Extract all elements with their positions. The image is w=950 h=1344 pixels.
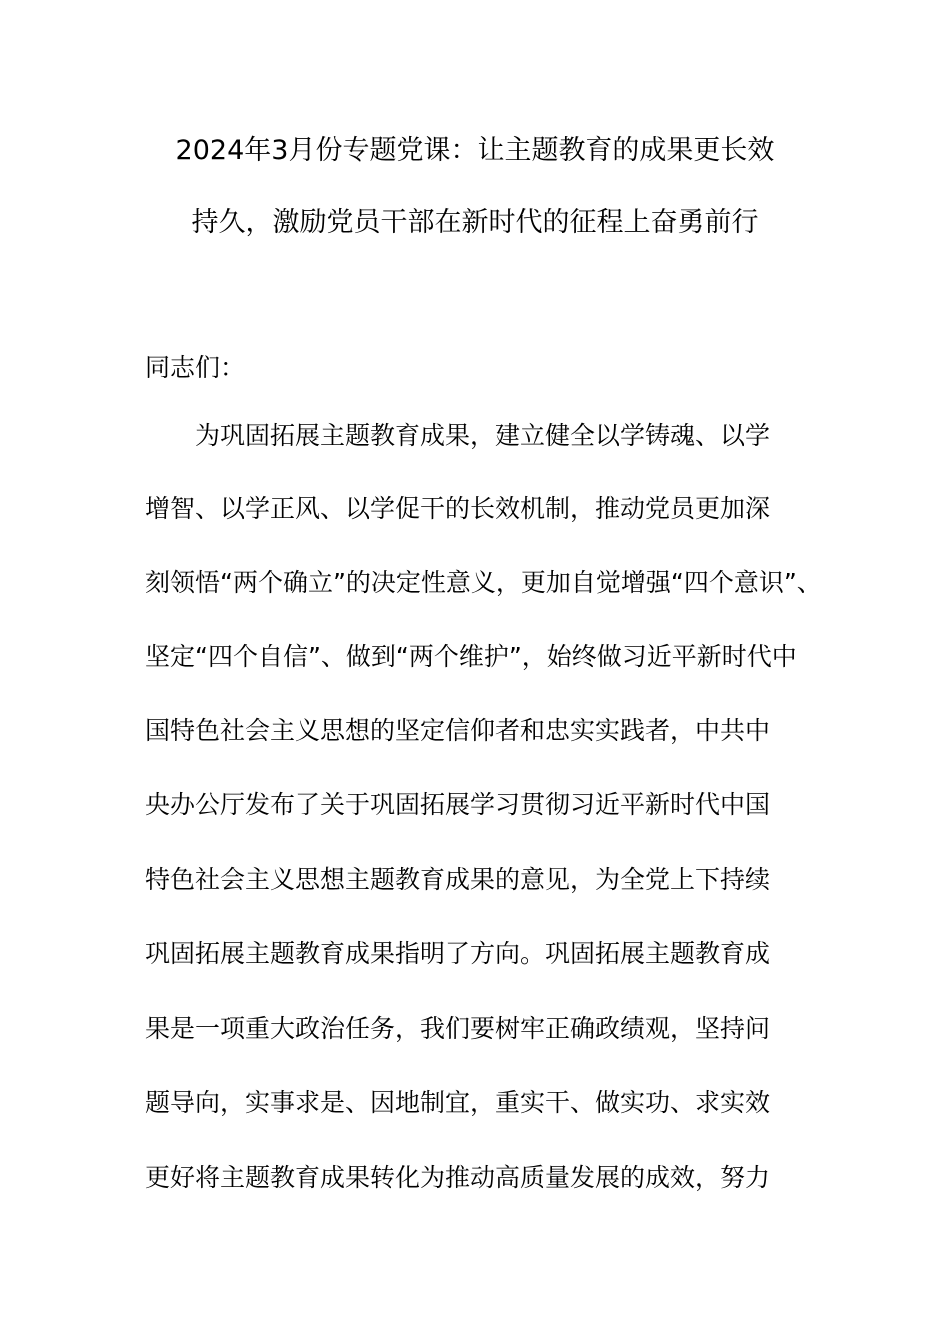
body-line: 巩固拓展主题教育成果指明了方向。巩固拓展主题教育成 [145, 939, 771, 968]
body-line: 果是一项重大政治任务，我们要树牢正确政绩观，坚持问 [145, 1014, 771, 1043]
body-line: 坚定“四个自信”、做到“两个维护”，始终做习近平新时代中 [145, 642, 797, 671]
body-line: 央办公厅发布了关于巩固拓展学习贯彻习近平新时代中国 [145, 790, 771, 819]
body-line: 刻领悟“两个确立”的决定性意义，更加自觉增强“四个意识”、 [145, 568, 822, 597]
salutation: 同志们： [145, 353, 246, 382]
document-title-line-1: 2024年3月份专题党课：让主题教育的成果更长效 [175, 135, 775, 166]
body-line: 更好将主题教育成果转化为推动高质量发展的成效，努力 [145, 1163, 771, 1192]
body-line: 特色社会主义思想主题教育成果的意见，为全党上下持续 [145, 865, 771, 894]
body-line: 为巩固拓展主题教育成果，建立健全以学铸魂、以学 [195, 421, 771, 450]
body-line: 题导向，实事求是、因地制宜，重实干、做实功、求实效 [145, 1088, 771, 1117]
document-title-line-2: 持久，激励党员干部在新时代的征程上奋勇前行 [191, 207, 759, 238]
body-line: 增智、以学正风、以学促干的长效机制，推动党员更加深 [145, 494, 771, 523]
body-line: 国特色社会主义思想的坚定信仰者和忠实实践者，中共中 [145, 716, 771, 745]
